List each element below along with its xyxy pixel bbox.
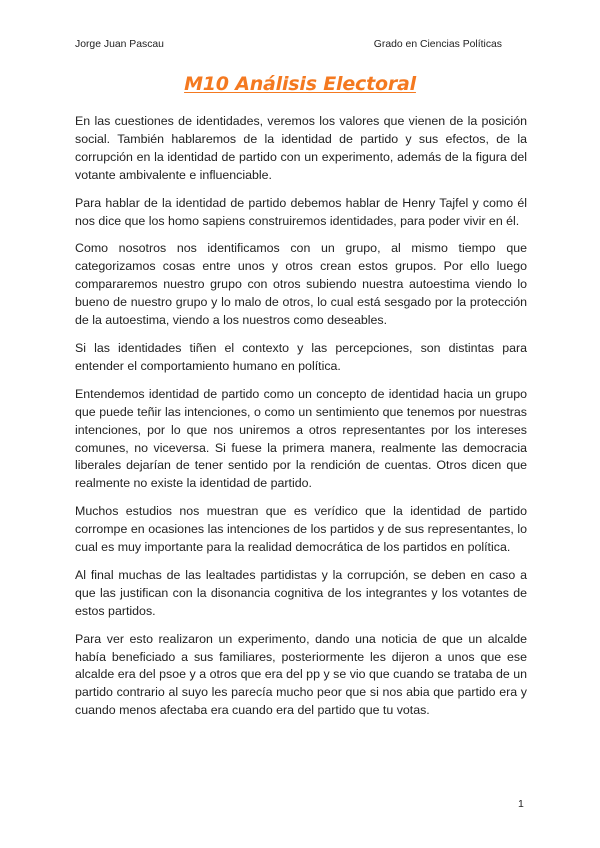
paragraph: Si las identidades tiñen el contexto y las percepciones, son distintas para entender el comportamiento humano en política.: [75, 340, 527, 373]
page-header: [75, 39, 502, 53]
paragraph: Para ver esto realizaron un experimento, dando una noticia de que un alcalde había beneficiado a sus familiares, posteriormente les dijeron a unos que ese alcalde era del psoe y a otros que era del pp y se vio que cuando se trataba de un partido contrario al suyo les parecía mucho peor que si nos abia que partido era y cuando menos afectaba era cuando era del partido que tu votas.: [75, 631, 527, 718]
header-author: Jorge Juan Pascau: [75, 39, 164, 50]
paragraph: Entendemos identidad de partido como un concepto de identidad hacia un grupo que puede teñir las intenciones, o como un sentimiento que tenemos por nuestras intenciones, por lo que nos uniremos a otros representantes por los intereses comunes, no viceversa. Si fuese la primera manera, realmente las democracia liberales dejarían de tener sentido por la rendición de cuentas. Otros dicen que realmente no existe la identidad de partido.: [75, 386, 527, 491]
paragraph: Al final muchas de las lealtades partidistas y la corrupción, se deben en caso a que las justifican con la disonancia cognitiva de los integrantes y los votantes de estos partidos.: [75, 567, 527, 618]
paragraph: En las cuestiones de identidades, veremos los valores que vienen de la posición social. También hablaremos de la identidad de partido y sus efectos, de la corrupción en la identidad de partido con un experimento, además de la figura del votante ambivalente e influenciable.: [75, 114, 527, 182]
document-title: M10 Análisis Electoral: [184, 73, 416, 95]
paragraph: Muchos estudios nos muestran que es verídico que la identidad de partido corrompe en ocasiones las intenciones de los partidos y de sus representantes, lo cual es muy importante para la realidad democrática de los partidos en política.: [75, 504, 527, 555]
paragraph: Como nosotros nos identificamos con un grupo, al mismo tiempo que categorizamos cosas entre unos y otros crean estos grupos. Por ello luego compararemos nuestro grupo con otros subiendo nuestra autoestima viendo lo bueno de nuestro grupo y lo malo de otros, lo cual está sesgado por la protección de la autoestima, viendo a los nuestros como deseables.: [75, 241, 527, 328]
paragraph: Para hablar de la identidad de partido debemos hablar de Henry Tajfel y como él nos dice que los homo sapiens construiremos identidades, para poder vivir en él.: [75, 195, 527, 228]
header-degree: Grado en Ciencias Políticas: [373, 39, 502, 50]
page-number: 1: [518, 798, 524, 810]
document-body: [75, 113, 527, 730]
